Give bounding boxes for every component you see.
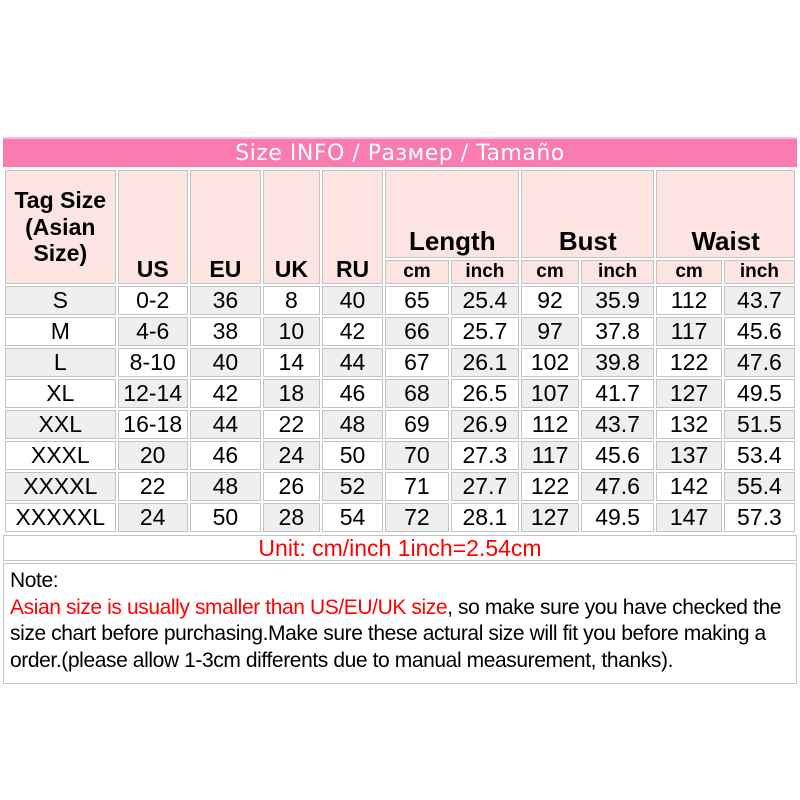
unit-note-text: Unit: cm/inch 1inch=2.54cm — [258, 534, 542, 561]
table-row — [5, 348, 795, 377]
size-value-cell: 102 — [521, 348, 579, 377]
tag-size-cell: S — [5, 286, 116, 315]
size-value-cell: 54 — [322, 503, 384, 532]
size-value-cell: 122 — [521, 472, 579, 501]
size-value-cell: 24 — [118, 503, 188, 532]
size-info-title: Size INFO / Размер / Tamaño — [235, 140, 565, 166]
size-table-header — [5, 170, 795, 284]
length-cm-header: cm — [385, 260, 448, 284]
size-value-cell: 48 — [190, 472, 261, 501]
size-value-cell: 122 — [656, 348, 722, 377]
table-row — [5, 410, 795, 439]
size-value-cell: 71 — [385, 472, 448, 501]
size-value-cell: 39.8 — [581, 348, 654, 377]
size-value-cell: 22 — [263, 410, 320, 439]
note-text — [10, 595, 790, 675]
size-value-cell: 92 — [521, 286, 579, 315]
size-value-cell: 27.3 — [451, 441, 520, 470]
size-value-cell: 69 — [385, 410, 448, 439]
size-value-cell: 10 — [263, 317, 320, 346]
size-value-cell: 43.7 — [581, 410, 654, 439]
size-value-cell: 147 — [656, 503, 722, 532]
size-value-cell: 112 — [521, 410, 579, 439]
size-value-cell: 48 — [322, 410, 384, 439]
size-value-cell: 112 — [656, 286, 722, 315]
waist-header: Waist — [656, 170, 795, 258]
size-value-cell: 18 — [263, 379, 320, 408]
size-value-cell: 72 — [385, 503, 448, 532]
size-value-cell: 97 — [521, 317, 579, 346]
size-value-cell: 51.5 — [724, 410, 795, 439]
note-label: Note: — [10, 569, 59, 592]
size-value-cell: 46 — [322, 379, 384, 408]
size-value-cell: 8 — [263, 286, 320, 315]
size-value-cell: 25.4 — [451, 286, 520, 315]
tag-size-cell: XXL — [5, 410, 116, 439]
size-value-cell: 57.3 — [724, 503, 795, 532]
tag-size-cell: XXXXXL — [5, 503, 116, 532]
size-value-cell: 43.7 — [724, 286, 795, 315]
waist-inch-header: inch — [724, 260, 795, 284]
eu-header: EU — [190, 170, 261, 284]
size-value-cell: 12-14 — [118, 379, 188, 408]
bust-inch-header: inch — [581, 260, 654, 284]
tag-size-cell: XXXXL — [5, 472, 116, 501]
size-value-cell: 127 — [521, 503, 579, 532]
size-value-cell: 137 — [656, 441, 722, 470]
size-value-cell: 53.4 — [724, 441, 795, 470]
tag-size-cell: L — [5, 348, 116, 377]
size-table-body — [5, 286, 795, 532]
size-value-cell: 26.5 — [451, 379, 520, 408]
size-value-cell: 0-2 — [118, 286, 188, 315]
table-row — [5, 503, 795, 532]
tag-size-cell: M — [5, 317, 116, 346]
size-value-cell: 50 — [190, 503, 261, 532]
note-rest: , so make sure you have checked the size chart before purchasing.Make sure these actural size will fit you before making a order.(please allow 1-3cm differents due to manual measurement, thanks). — [10, 595, 782, 672]
size-value-cell: 26.9 — [451, 410, 520, 439]
size-value-cell: 41.7 — [581, 379, 654, 408]
size-value-cell: 50 — [322, 441, 384, 470]
size-value-cell: 47.6 — [724, 348, 795, 377]
size-value-cell: 4-6 — [118, 317, 188, 346]
size-info-title-bar — [3, 137, 797, 167]
size-value-cell: 46 — [190, 441, 261, 470]
size-value-cell: 117 — [521, 441, 579, 470]
size-chart-sheet — [3, 137, 797, 684]
size-value-cell: 37.8 — [581, 317, 654, 346]
size-value-cell: 45.6 — [581, 441, 654, 470]
size-value-cell: 49.5 — [724, 379, 795, 408]
waist-cm-header: cm — [656, 260, 722, 284]
size-value-cell: 70 — [385, 441, 448, 470]
size-value-cell: 40 — [322, 286, 384, 315]
size-value-cell: 55.4 — [724, 472, 795, 501]
size-value-cell: 45.6 — [724, 317, 795, 346]
bust-header: Bust — [521, 170, 654, 258]
size-value-cell: 36 — [190, 286, 261, 315]
table-row — [5, 317, 795, 346]
ru-header: RU — [322, 170, 384, 284]
size-value-cell: 38 — [190, 317, 261, 346]
size-value-cell: 68 — [385, 379, 448, 408]
size-value-cell: 28 — [263, 503, 320, 532]
tag-size-header: Tag Size (Asian Size) — [5, 170, 116, 284]
table-row — [5, 441, 795, 470]
size-value-cell: 14 — [263, 348, 320, 377]
length-header: Length — [385, 170, 519, 258]
size-table — [3, 168, 797, 534]
size-value-cell: 107 — [521, 379, 579, 408]
size-value-cell: 66 — [385, 317, 448, 346]
size-value-cell: 16-18 — [118, 410, 188, 439]
us-header: US — [118, 170, 188, 284]
note-box — [3, 563, 797, 684]
size-value-cell: 22 — [118, 472, 188, 501]
size-value-cell: 44 — [190, 410, 261, 439]
table-row — [5, 286, 795, 315]
size-value-cell: 65 — [385, 286, 448, 315]
size-value-cell: 25.7 — [451, 317, 520, 346]
size-value-cell: 26.1 — [451, 348, 520, 377]
size-value-cell: 52 — [322, 472, 384, 501]
tag-size-cell: XL — [5, 379, 116, 408]
table-row — [5, 379, 795, 408]
tag-size-cell: XXXL — [5, 441, 116, 470]
size-value-cell: 67 — [385, 348, 448, 377]
bust-cm-header: cm — [521, 260, 579, 284]
size-value-cell: 44 — [322, 348, 384, 377]
size-value-cell: 26 — [263, 472, 320, 501]
size-value-cell: 117 — [656, 317, 722, 346]
size-value-cell: 27.7 — [451, 472, 520, 501]
size-value-cell: 28.1 — [451, 503, 520, 532]
size-value-cell: 127 — [656, 379, 722, 408]
size-value-cell: 24 — [263, 441, 320, 470]
size-value-cell: 42 — [190, 379, 261, 408]
size-value-cell: 35.9 — [581, 286, 654, 315]
size-value-cell: 20 — [118, 441, 188, 470]
size-value-cell: 8-10 — [118, 348, 188, 377]
size-value-cell: 40 — [190, 348, 261, 377]
unit-note-row — [3, 535, 797, 561]
note-highlight: Asian size is usually smaller than US/EU/UK size — [10, 595, 448, 619]
uk-header: UK — [263, 170, 320, 284]
size-value-cell: 132 — [656, 410, 722, 439]
size-value-cell: 47.6 — [581, 472, 654, 501]
size-value-cell: 42 — [322, 317, 384, 346]
table-row — [5, 472, 795, 501]
size-value-cell: 142 — [656, 472, 722, 501]
length-inch-header: inch — [451, 260, 520, 284]
size-value-cell: 49.5 — [581, 503, 654, 532]
